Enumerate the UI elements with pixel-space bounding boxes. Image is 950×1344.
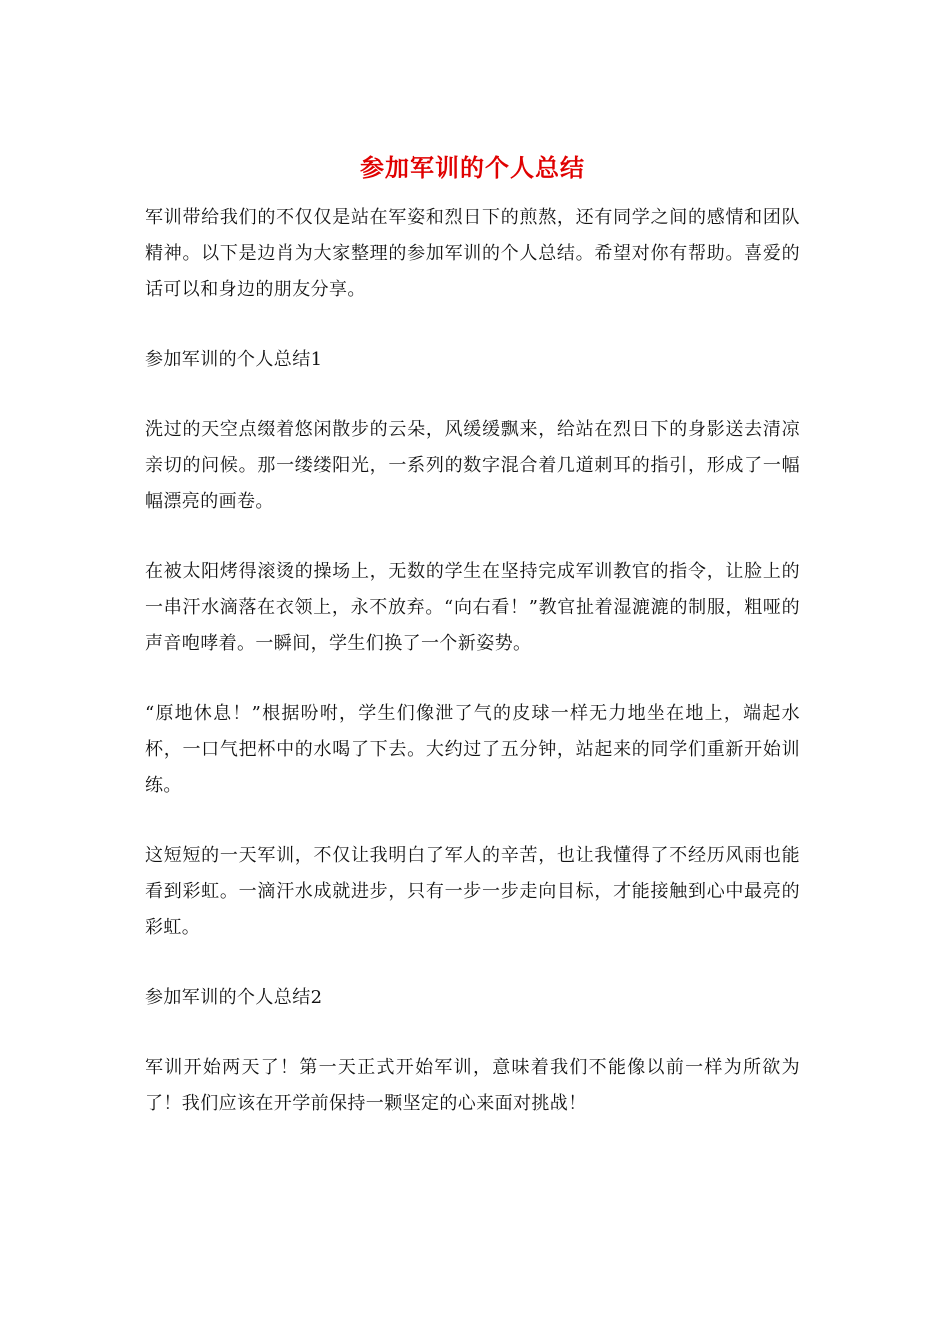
section-1-paragraph: “原地休息！”根据吩咐，学生们像泄了气的皮球一样无力地坐在地上，端起水杯，一口气把杯中的水喝了下去。大约过了五分钟，站起来的同学们重新开始训练。	[145, 703, 800, 796]
section-1-heading: 参加军训的个人总结1	[145, 349, 323, 370]
intro-paragraph: 军训带给我们的不仅仅是站在军姿和烈日下的煎熬，还有同学之间的感情和团队精神。以下是边肖为大家整理的参加军训的个人总结。希望对你有帮助。喜爱的话可以和身边的朋友分享。	[145, 207, 800, 300]
section-1-paragraph: 这短短的一天军训，不仅让我明白了军人的辛苦，也让我懂得了不经历风雨也能看到彩虹。一滴汗水成就进步，只有一步一步走向目标，才能接触到心中最亮的彩虹。	[145, 845, 800, 938]
section-2-heading: 参加军训的个人总结2	[145, 987, 323, 1008]
section-1-paragraph: 洗过的天空点缀着悠闲散步的云朵，风缓缓飘来，给站在烈日下的身影送去清凉亲切的问候。那一缕缕阳光，一系列的数字混合着几道刺耳的指引，形成了一幅幅漂亮的画卷。	[145, 419, 800, 512]
section-2-paragraph: 军训开始两天了！第一天正式开始军训，意味着我们不能像以前一样为所欲为了！我们应该在开学前保持一颗坚定的心来面对挑战！	[145, 1057, 800, 1114]
document-title: 参加军训的个人总结	[360, 154, 585, 182]
document-body	[145, 150, 800, 1156]
section-1-paragraph: 在被太阳烤得滚烫的操场上，无数的学生在坚持完成军训教官的指令，让脸上的一串汗水滴落在衣领上，永不放弃。“向右看！”教官扯着湿漉漉的制服，粗哑的声音咆哮着。一瞬间，学生们换了一个新姿势。	[145, 561, 800, 654]
